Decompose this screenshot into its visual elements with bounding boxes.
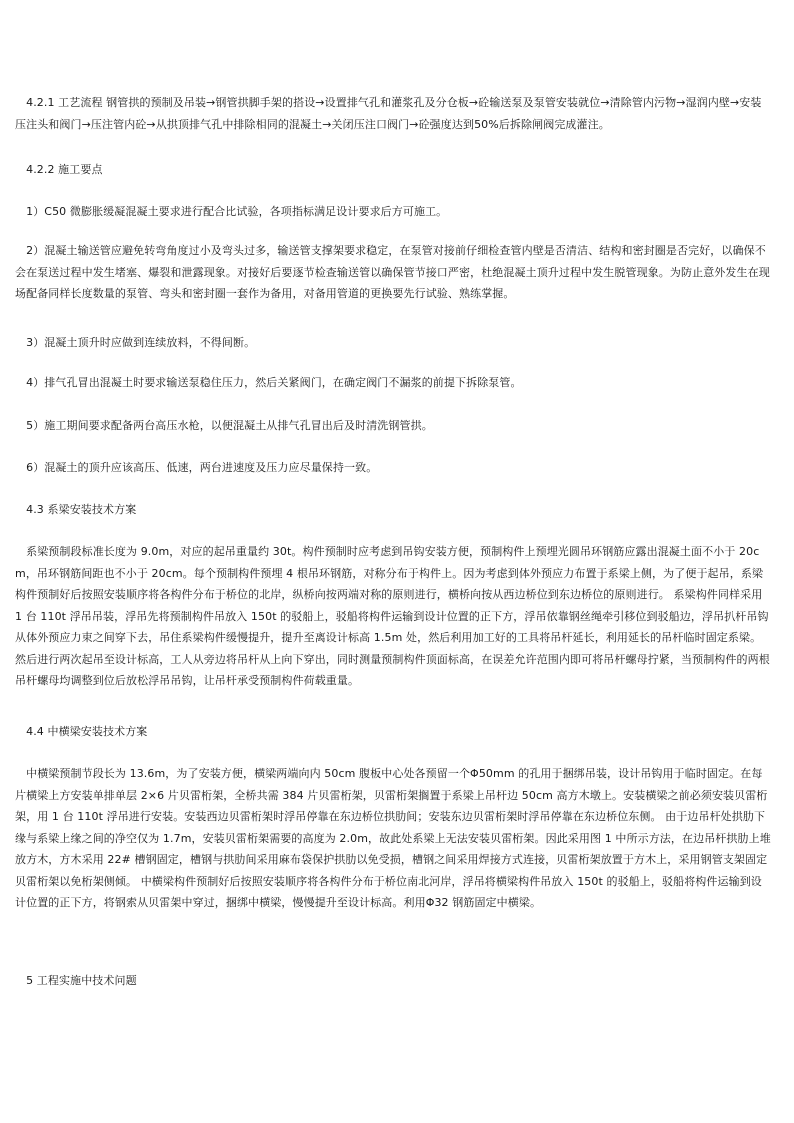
paragraph-4-2-1-process: 4.2.1 工艺流程 钢管拱的预制及吊装→钢管拱脚手架的搭设→设置排气孔和灌浆孔及分仓板→砼输送泵及泵管安装就位→清除管内污物→湿润内壁→安装压注头和阀门→压注管内砼→从拱顶排气孔中排除相同的混凝土→关闭压注口阀门→砼强度达到50%后拆除闸阀完成灌注。 <box>15 96 762 131</box>
heading-4-3: 4.3 系梁安装技术方案 <box>15 503 137 516</box>
point-1: 1）C50 微膨胀缓凝混凝土要求进行配合比试验，各项指标满足设计要求后方可施工。 <box>15 205 448 218</box>
point-6: 6）混凝土的顶升应该高压、低速，两台进速度及压力应尽量保持一致。 <box>15 461 378 474</box>
point-5: 5）施工期间要求配备两台高压水枪，以便混凝土从排气孔冒出后及时清洗钢管拱。 <box>15 419 433 432</box>
paragraph-4-3-tie-beam: 系梁预制段标准长度为 9.0m，对应的起吊重量约 30t。构件预制时应考虑到吊钩安装方便，预制构件上预埋光圆吊环钢筋应露出混凝土面不小于 20cm，吊环钢筋间距也不小于 20cm。每个预制构件预埋 4 根吊环钢筋，对称分布于构件上。因为考虑到体外预应力布置于系梁上侧，为了便于起吊，系梁构件预制好后按照安装顺序将各构件分布于桥位的北岸，纵桥向按两端对称的原则进行，横桥向按从西边桥位到东边桥位的原则进行。 系梁构件同样采用 1 台 110t 浮吊吊装，浮吊先将预制构件吊放入 150t 的驳船上，驳船将构件运输到设计位置的正下方，浮吊依靠钢丝绳牵引移位到驳船边，浮吊扒杆吊钩从体外预应力束之间穿下去，吊住系梁构件缓慢提升，提升至离设计标高 1.5m 处，然后利用加工好的工具将吊杆延长，利用延长的吊杆临时固定系梁。然后进行两次起吊至设计标高，工人从旁边将吊杆从上向下穿出，同时测量预制构件顶面标高，在误差允许范围内即可将吊杆螺母拧紧，当预制构件的两根吊杆螺母均调整到位后放松浮吊吊钩，让吊杆承受预制构件荷载重量。 <box>15 545 770 687</box>
heading-5: 5 工程实施中技术问题 <box>15 974 137 987</box>
point-4: 4）排气孔冒出混凝土时要求输送泵稳住压力，然后关紧阀门，在确定阀门不漏浆的前提下拆除泵管。 <box>15 376 522 389</box>
point-2: 2）混凝土输送管应避免转弯角度过小及弯头过多，输送管支撑架要求稳定，在泵管对接前仔细检查管内壁是否清洁、结构和密封圈是否完好，以确保不会在泵送过程中发生堵塞、爆裂和泄露现象。对接好后要逐节检查输送管以确保管节接口严密，杜绝混凝土顶升过程中发生脱管现象。为防止意外发生在现场配备同样长度数量的泵管、弯头和密封圈一套作为备用，对备用管道的更换要先行试验、熟练掌握。 <box>15 244 770 300</box>
paragraph-4-4-cross-beam: 中横梁预制节段长为 13.6m，为了安装方便，横梁两端向内 50cm 腹板中心处各预留一个Φ50mm 的孔用于捆绑吊装，设计吊钩用于临时固定。在每片横梁上方安装单排单层 2×6 片贝雷桁架，全桥共需 384 片贝雷桁架，贝雷桁架搁置于系梁上吊杆边 50cm 高方木墩上。安装横梁之前必须安装贝雷桁架，用 1 台 110t 浮吊进行安装。安装西边贝雷桁架时浮吊停靠在东边桥位拱肋间；安装东边贝雷桁架时浮吊停靠在东边桥位东侧。 由于边吊杆处拱肋下缘与系梁上缘之间的净空仅为 1.7m，安装贝雷桁架需要的高度为 2.0m，故此处系梁上无法安装贝雷桁架。因此采用图 1 中所示方法，在边吊杆拱肋上堆放方木，方木采用 22# 槽钢固定，槽钢与拱肋间采用麻布袋保护拱肋以免受损，槽钢之间采用焊接方式连接，贝雷桁架放置于方木上，采用钢管支架固定贝雷桁架以免桁架侧倾。 中横梁构件预制好后按照安装顺序将各构件分布于桥位南北河岸，浮吊将横梁构件吊放入 150t 的驳船上，驳船将构件运输到设计位置的正下方，将钢索从贝雷架中穿过，捆绑中横梁，慢慢提升至设计标高。利用Φ32 钢筋固定中横梁。 <box>15 767 771 909</box>
heading-4-2-2: 4.2.2 施工要点 <box>15 163 103 176</box>
heading-4-4: 4.4 中横梁安装技术方案 <box>15 725 148 738</box>
point-3: 3）混凝土顶升时应做到连续放料，不得间断。 <box>15 336 256 349</box>
